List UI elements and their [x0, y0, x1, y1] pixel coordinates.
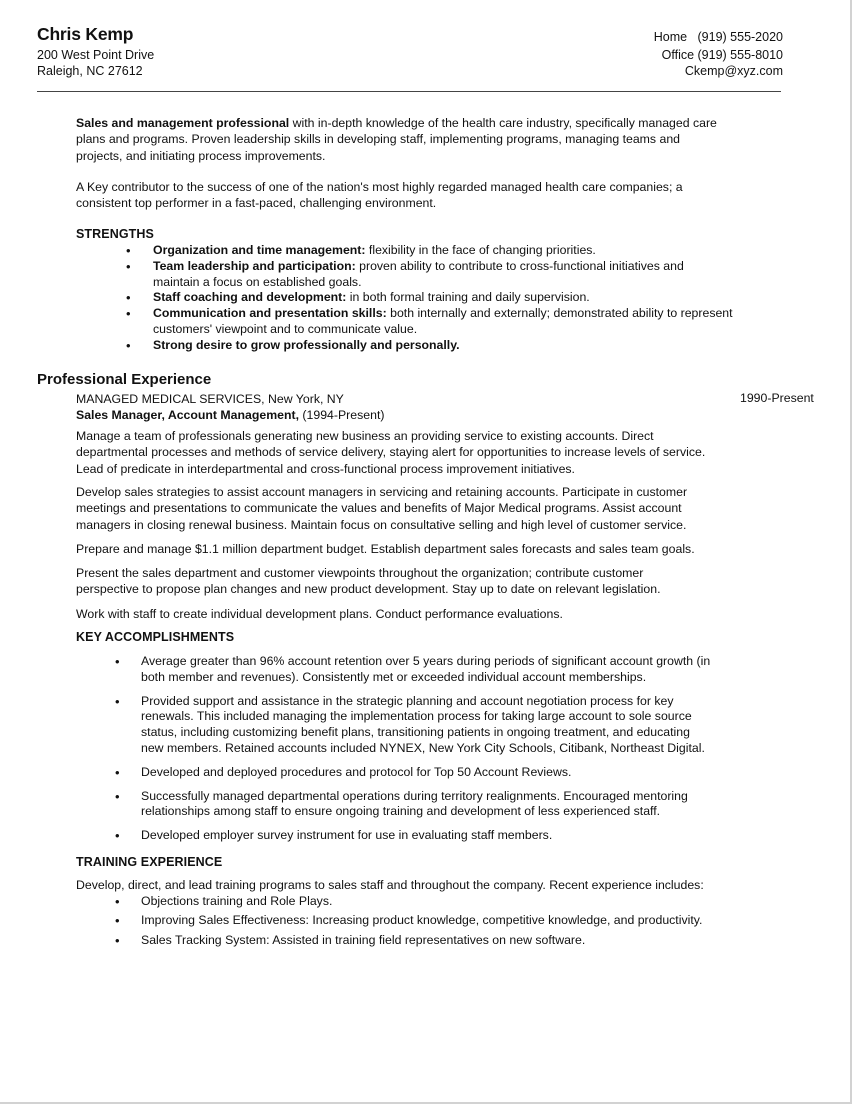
strength-label: Communication and presentation skills: — [153, 306, 387, 321]
strength-label: Organization and time management: — [153, 243, 366, 257]
training-intro: Develop, direct, and lead training programs to sales staff and throughout the company. Recent experience includes: — [76, 878, 704, 892]
accomplishment-item: • Developed employer survey instrument for use in evaluating staff members. — [141, 828, 711, 844]
job-title — [76, 407, 726, 423]
experience-paragraph: Manage a team of professionals generating new business an providing service to existing accounts. Direct departmental processes and methods of service delivery, staying alert for opportunities to increase levels of service. Lead of predicate in interdepartmental and cross-functional process improvement initiatives. — [76, 429, 706, 476]
strength-text: in both formal training and daily supervision. — [346, 290, 590, 305]
strength-item — [153, 259, 733, 291]
email: Ckemp@xyz.com — [684, 64, 783, 78]
training-list — [141, 894, 741, 952]
job-role: Sales Manager, Account Management, — [76, 408, 300, 422]
experience-paragraph: Develop sales strategies to assist account managers in servicing and retaining accounts. Participate in customer meetings and presentations to communicate the values and benefits of Major Medical programs. Assist account managers in closing renewal business. Maintain focus on consultative selling and high level of customer service. — [76, 485, 688, 532]
accomplishment-item: • Average greater than 96% account retention over 5 years during periods of significant account growth (in both member and revenues). Consistently met or exceeded individual account memberships. — [141, 654, 711, 686]
strength-item — [153, 338, 733, 354]
strength-text: flexibility in the face of changing priorities. — [365, 243, 596, 257]
training-item: • Sales Tracking System: Assisted in training field representatives on new software. — [141, 933, 741, 949]
candidate-name: Chris Kemp — [37, 24, 134, 44]
strength-item — [153, 243, 733, 259]
summary-paragraph-2: A Key contributor to the success of one of the nation's most highly regarded managed health care companies; a consistent top performer in a fast-paced, challenging environment. — [76, 180, 683, 211]
strength-label: Strong desire to grow professionally and personally. — [153, 337, 460, 352]
strength-label: Staff coaching and development: — [153, 290, 347, 305]
accomplishments-heading: KEY ACCOMPLISHMENTS — [76, 630, 235, 644]
experience-paragraph: Present the sales department and customer viewpoints throughout the organization; contribute customer perspective to propose plan changes and new product development. Stay up to date on relevant legislation. — [76, 566, 661, 597]
summary-text: with in-depth knowledge of the health care industry, specifically managed care plans and programs. Proven leadership skills in developing staff, implementing programs, managing teams and projects, and initiating process improvements. — [76, 116, 717, 163]
strength-label: Team leadership and participation: — [153, 258, 356, 273]
address-line-1: 200 West Point Drive — [37, 48, 155, 62]
strength-text: both internally and externally; demonstrated ability to represent customers' viewpoint and to communicate value. — [153, 306, 733, 336]
phone-home: Home (919) 555-2020 — [653, 30, 783, 44]
training-item: • Improving Sales Effectiveness: Increasing product knowledge, competitive knowledge, and productivity. — [141, 913, 741, 929]
summary-paragraph-1 — [76, 115, 721, 164]
training-heading: TRAINING EXPERIENCE — [76, 855, 223, 869]
employment-dates: 1990-Present — [740, 391, 814, 405]
accomplishment-item: • Developed and deployed procedures and protocol for Top 50 Account Reviews. — [141, 765, 711, 781]
strength-text: proven ability to contribute to cross-functional initiatives and maintain a focus on established goals. — [153, 258, 684, 289]
company-name: MANAGED MEDICAL SERVICES, New York, NY — [76, 392, 344, 406]
strength-item — [153, 306, 733, 338]
accomplishment-item: • Successfully managed departmental operations during territory realignments. Encouraged mentoring relationships among staff to ensure ongoing training and development of less experienced staff. — [141, 789, 711, 821]
summary-lead: Sales and management professional — [76, 116, 290, 130]
accomplishments-list — [141, 654, 711, 852]
accomplishment-item: • Provided support and assistance in the strategic planning and account negotiation process for key renewals. This included managing the implementation process for taking large account to sole source status, including customizing benefit plans, transitioning patients in ongoing treatment, and educating new members. Retained accounts included NYNEX, New York City Schools, Citibank, Northeast Digital. — [141, 694, 711, 757]
job-role-dates: (1994-Present) — [299, 408, 385, 422]
experience-section-title: Professional Experience — [37, 371, 212, 388]
address-line-2: Raleigh, NC 27612 — [37, 64, 143, 78]
header-divider — [37, 91, 781, 92]
training-item: • Objections training and Role Plays. — [141, 894, 741, 910]
experience-paragraph: Work with staff to create individual development plans. Conduct performance evaluations. — [76, 607, 563, 621]
phone-office: Office (919) 555-8010 — [661, 48, 783, 62]
strength-item — [153, 290, 733, 306]
strengths-list — [153, 243, 733, 354]
strengths-heading: STRENGTHS — [76, 227, 154, 241]
experience-paragraph: Prepare and manage $1.1 million department budget. Establish department sales forecasts and sales team goals. — [76, 542, 695, 556]
